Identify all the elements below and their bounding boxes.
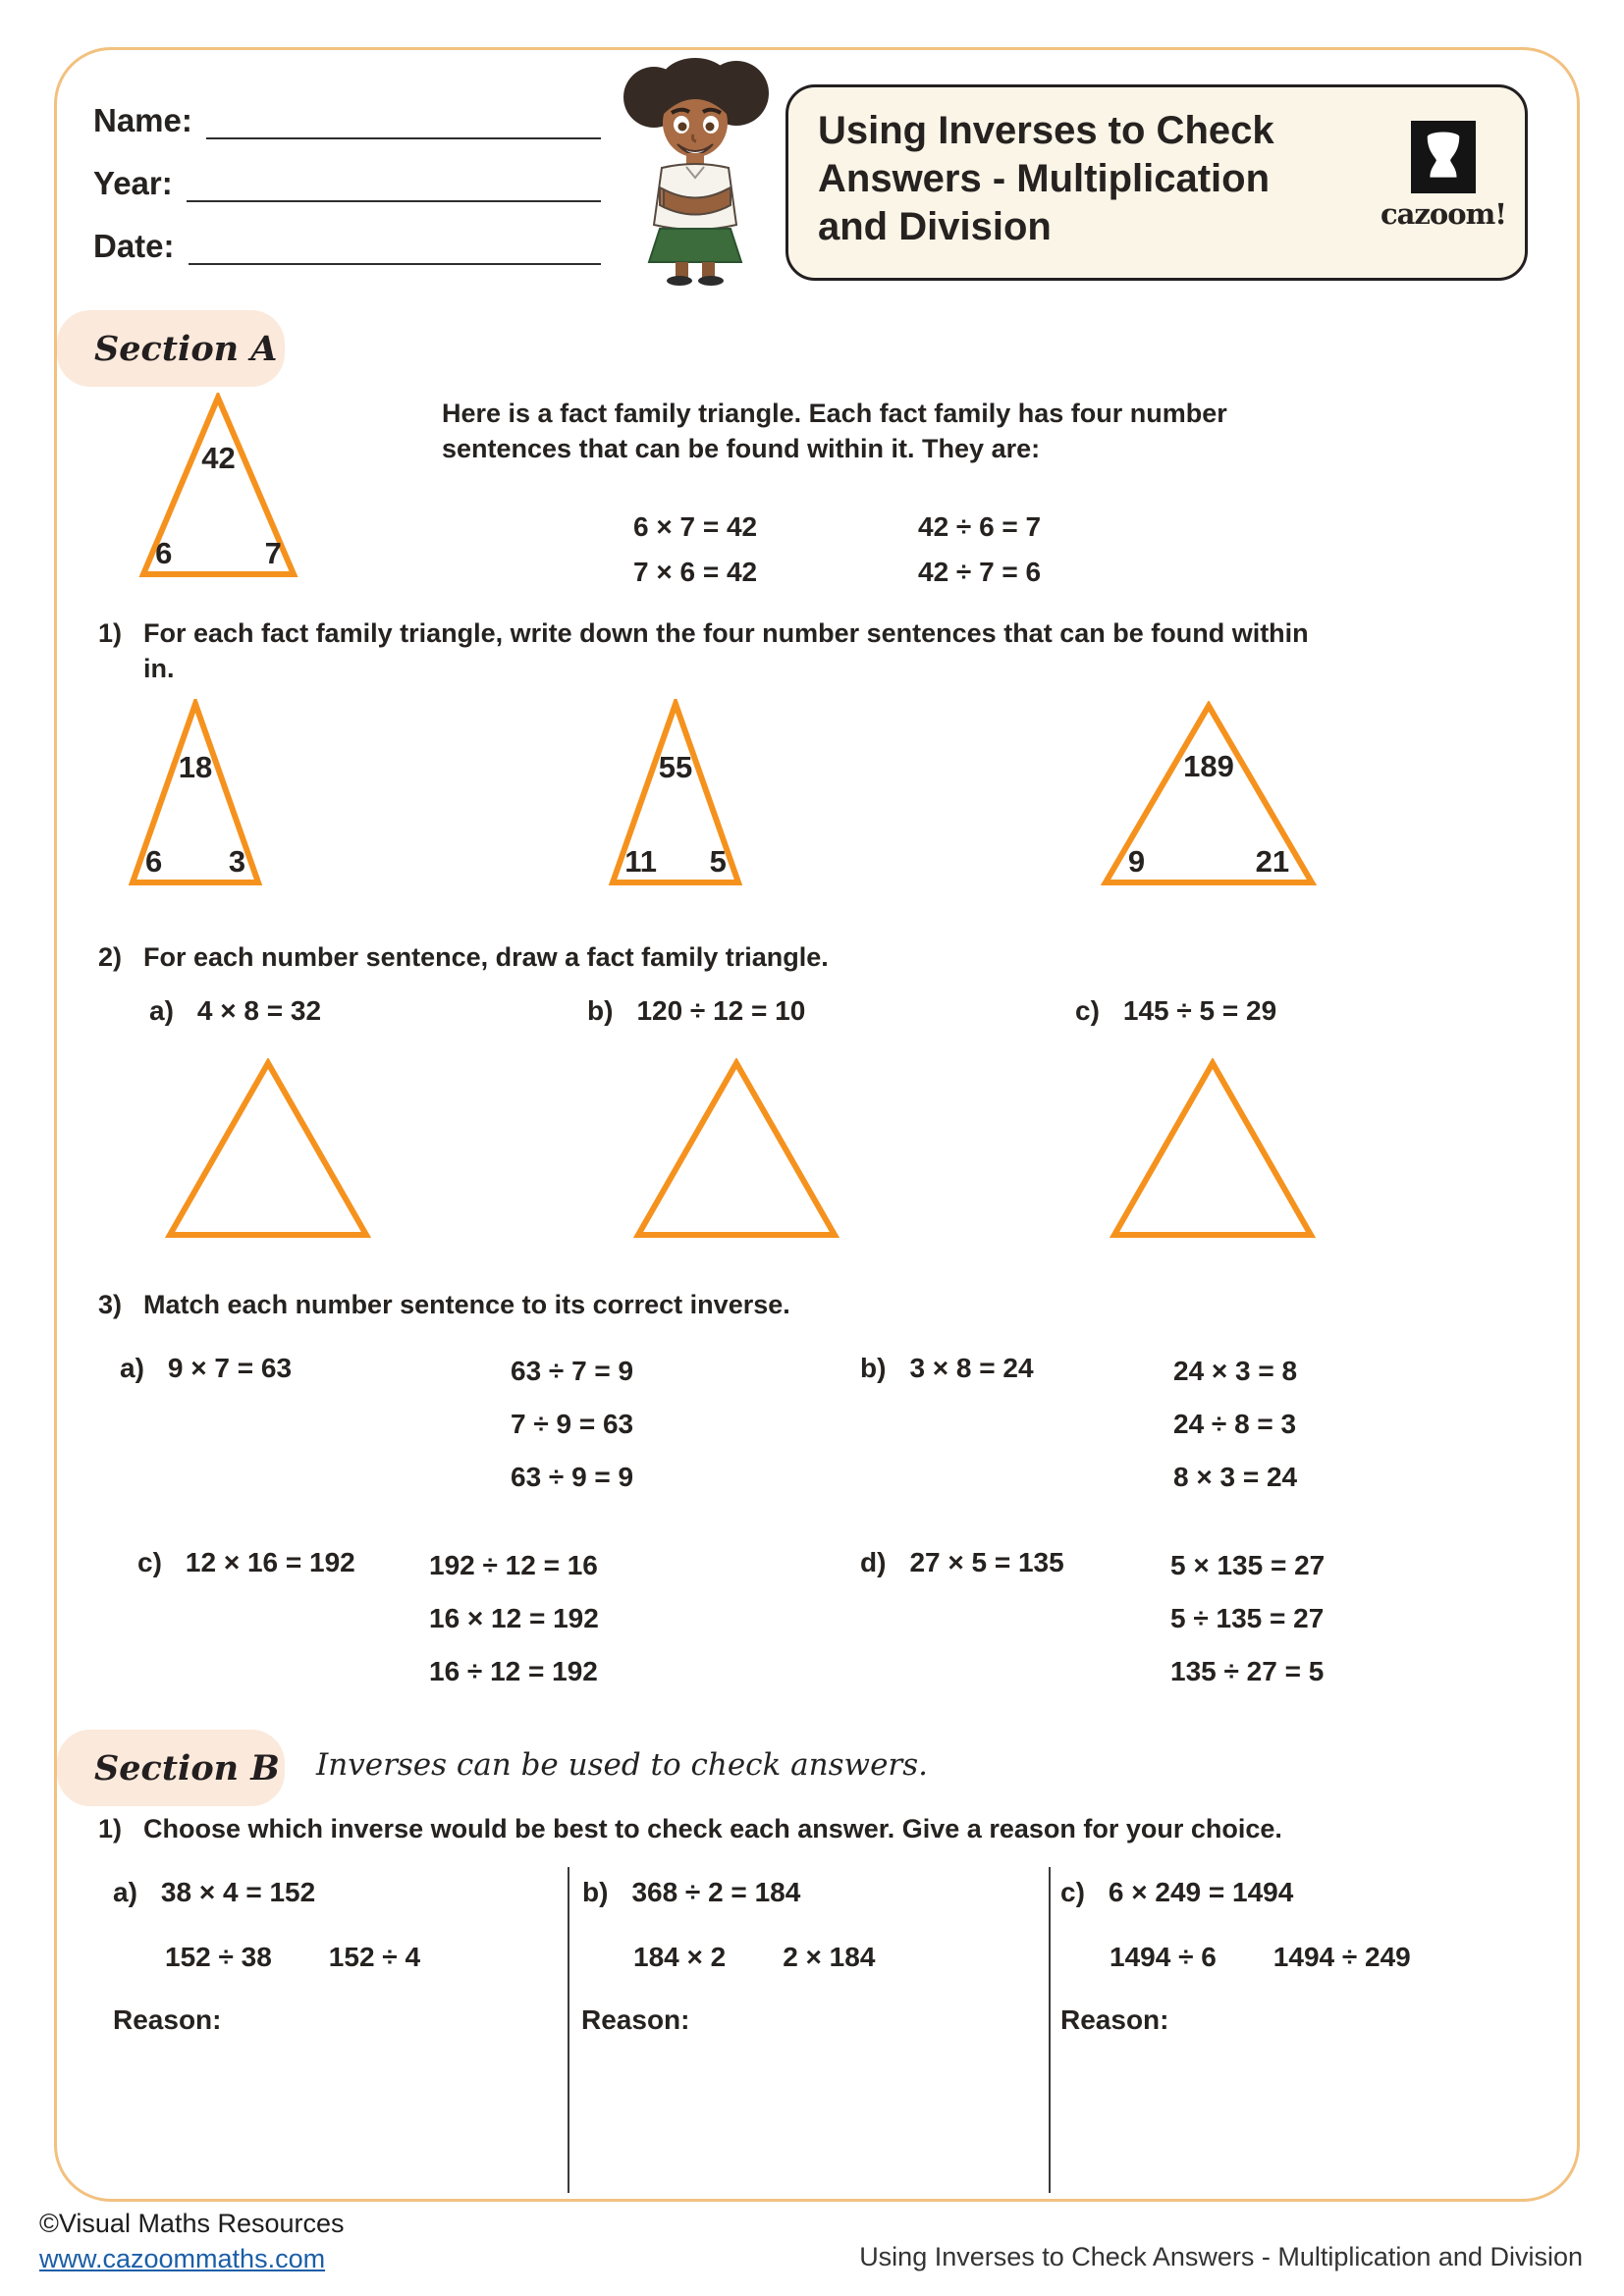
date-label: Date: [93, 228, 175, 264]
triangle-right-number: 5 [709, 844, 727, 879]
name-write-line [206, 102, 601, 139]
triangle-left-number: 6 [144, 844, 163, 879]
section-b-question-1 [98, 1812, 1282, 1847]
triangle-right-number: 21 [1255, 844, 1290, 879]
name-label: Name: [93, 102, 192, 138]
section-b-intro: Inverses can be used to check answers. [316, 1747, 928, 1783]
q2-item-a: a) 4 × 8 = 32 [149, 995, 322, 1026]
b-col-c-options: 1494 ÷ 6 1494 ÷ 249 [1110, 1942, 1411, 1972]
triangle-left-number: 11 [624, 844, 657, 879]
worksheet-title [818, 107, 1380, 264]
year-field-row [93, 163, 601, 202]
year-label: Year: [93, 165, 173, 201]
title-line-1: Using Inverses to Check [818, 109, 1274, 152]
cazoom-logo-text: cazoom! [1380, 197, 1507, 231]
b-col-b-options: 184 × 2 2 × 184 [633, 1942, 876, 1972]
question-3 [98, 1288, 790, 1323]
date-write-line [189, 228, 601, 265]
b-col-b-sentence: b) 368 ÷ 2 = 184 [582, 1877, 801, 1907]
question-2-text: For each number sentence, draw a fact family triangle. [143, 942, 829, 972]
q2-item-b: b) 120 ÷ 12 = 10 [587, 995, 806, 1026]
date-field-row [93, 226, 601, 265]
empty-triangle-c [1110, 1058, 1316, 1240]
empty-triangle-b [633, 1058, 839, 1240]
question-3-text: Match each number sentence to its correct inverse. [143, 1290, 790, 1319]
triangle-left-number: 6 [155, 536, 173, 570]
cazoom-drum-icon [1411, 121, 1476, 193]
triangle-top-number: 18 [178, 749, 213, 784]
title-line-2: Answers - Multiplication [818, 156, 1271, 200]
q3-pair-b-options: 24 × 3 = 8 24 ÷ 8 = 3 8 × 3 = 24 [1173, 1356, 1298, 1492]
q3-pair-c-sentence: c) 12 × 16 = 192 [137, 1547, 355, 1577]
question-1-text: For each fact family triangle, write down the four number sentences that can be found within in. [143, 618, 1309, 683]
triangle-left-number: 9 [1127, 844, 1146, 879]
footer-worksheet-title: Using Inverses to Check Answers - Multiplication and Division [859, 2242, 1583, 2271]
question-1-number: 1) [98, 618, 123, 648]
triangle-top-number: 55 [658, 749, 693, 784]
name-field-row [93, 100, 601, 139]
q3-pair-c-options: 192 ÷ 12 = 16 16 × 12 = 192 16 ÷ 12 = 192 [429, 1550, 599, 1686]
b-col-c-reason-label: Reason: [1060, 2004, 1169, 2035]
b-col-a-reason-label: Reason: [113, 2004, 222, 2035]
title-box [785, 84, 1528, 281]
question-1 [98, 616, 1309, 686]
empty-triangle-a [165, 1058, 371, 1240]
q3-pair-d-sentence: d) 27 × 5 = 135 [860, 1547, 1064, 1577]
b-col-b-reason-label: Reason: [581, 2004, 690, 2035]
question-2 [98, 940, 829, 976]
q3-pair-a-sentence: a) 9 × 7 = 63 [120, 1353, 293, 1383]
triangle-top-number: 189 [1183, 749, 1234, 784]
column-divider-2 [1049, 1867, 1051, 2193]
example-intro-text: Here is a fact family triangle. Each fact family has four number sentences that can be found within it. They are: [442, 399, 1227, 463]
b-col-a-options: 152 ÷ 38 152 ÷ 4 [165, 1942, 421, 1972]
question-2-number: 2) [98, 942, 123, 972]
fact-triangle-1 [128, 699, 263, 887]
example-sentences-col1: 6 × 7 = 42 7 × 6 = 42 [633, 511, 758, 587]
year-write-line [187, 165, 601, 202]
section-b-label: Section B [57, 1730, 285, 1806]
q3-pair-b-sentence: b) 3 × 8 = 24 [860, 1353, 1034, 1383]
q3-pair-a-options: 63 ÷ 7 = 9 7 ÷ 9 = 63 63 ÷ 9 = 9 [511, 1356, 634, 1492]
student-mascot-illustration [617, 39, 774, 287]
triangle-right-number: 3 [228, 844, 246, 879]
q2-item-c: c) 145 ÷ 5 = 29 [1075, 995, 1277, 1026]
b-col-a-sentence: a) 38 × 4 = 152 [113, 1877, 316, 1907]
example-sentences-col2: 42 ÷ 6 = 7 42 ÷ 7 = 6 [918, 511, 1042, 587]
footer-website-link[interactable]: www.cazoommaths.com [39, 2244, 326, 2273]
fact-triangle-3 [1100, 701, 1318, 887]
section-b-question-1-text: Choose which inverse would be best to check each answer. Give a reason for your choice. [143, 1814, 1282, 1843]
triangle-top-number: 42 [201, 441, 236, 476]
fact-triangle-2 [607, 699, 744, 887]
b-col-c-sentence: c) 6 × 249 = 1494 [1060, 1877, 1294, 1907]
example-fact-triangle [137, 393, 299, 579]
question-3-number: 3) [98, 1290, 123, 1319]
q3-pair-d-options: 5 × 135 = 27 5 ÷ 135 = 27 135 ÷ 27 = 5 [1170, 1550, 1326, 1686]
section-b-question-1-number: 1) [98, 1814, 123, 1843]
cazoom-logo [1380, 107, 1507, 264]
footer-copyright: ©Visual Maths Resources [39, 2209, 345, 2238]
title-line-3: and Division [818, 204, 1052, 248]
section-a-label: Section A [57, 310, 285, 387]
column-divider-1 [568, 1867, 569, 2193]
triangle-right-number: 7 [264, 536, 282, 570]
